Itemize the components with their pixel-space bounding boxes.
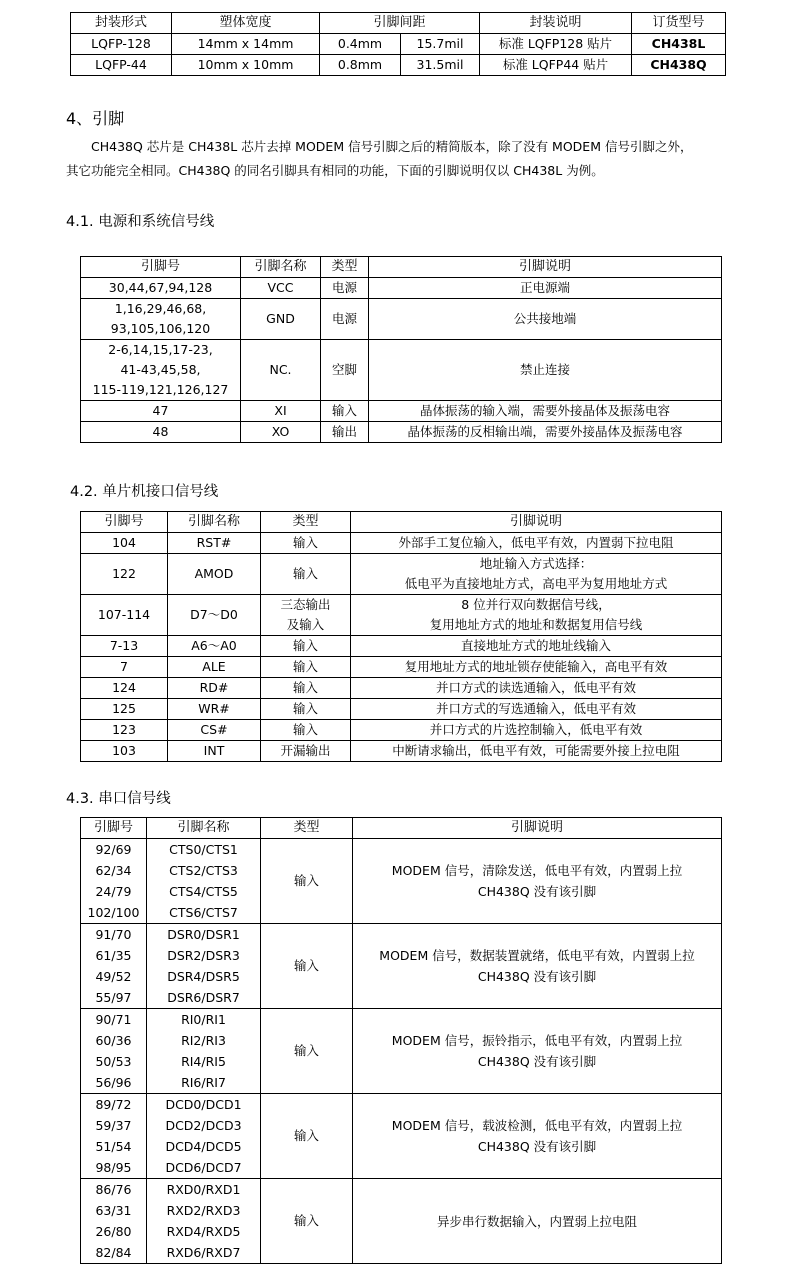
- type-cell: 输入: [261, 533, 351, 554]
- name-cell: RST#: [168, 533, 261, 554]
- desc-cell: [353, 1009, 722, 1094]
- table-row: [81, 636, 722, 657]
- pin-line: 60/36: [95, 1033, 132, 1048]
- table-row: [71, 34, 726, 55]
- name-line: RI6/RI7: [181, 1075, 226, 1090]
- header-cell: 引脚号: [81, 257, 241, 278]
- header-cell: 封装形式: [71, 13, 172, 34]
- name-cell: [147, 839, 261, 924]
- pin-line: 63/31: [95, 1203, 132, 1218]
- desc-cell: 并口方式的读选通输入，低电平有效: [351, 678, 722, 699]
- table-row: [81, 720, 722, 741]
- desc-line: 复用地址方式的地址和数据复用信号线: [429, 617, 643, 632]
- name-line: DCD4/DCD5: [165, 1139, 242, 1154]
- paragraph-line: CH438Q 芯片是 CH438L 芯片去掉 MODEM 信号引脚之后的精简版本，除了没有 MODEM 信号引脚之外，: [91, 139, 693, 154]
- name-cell: [147, 1009, 261, 1094]
- paragraph-line: 其它功能完全相同。CH438Q 的同名引脚具有相同的功能，下面的引脚说明仅以 CH438L 为例。: [66, 163, 604, 178]
- name-line: DCD2/DCD3: [165, 1118, 242, 1133]
- table-row: [81, 741, 722, 762]
- mcu-interface-table: [80, 511, 722, 762]
- pin-line: 24/79: [95, 884, 132, 899]
- pin-cell: 47: [81, 401, 241, 422]
- power-signal-table: [80, 256, 722, 443]
- type-cell: 输入: [261, 720, 351, 741]
- type-cell: 输入: [261, 924, 353, 1009]
- table-cell: 0.4mm: [320, 34, 401, 55]
- desc-cell: [353, 924, 722, 1009]
- desc-cell: 晶体振荡的输入端，需要外接晶体及振荡电容: [369, 401, 722, 422]
- desc-cell: 外部手工复位输入，低电平有效，内置弱下拉电阻: [351, 533, 722, 554]
- type-cell: 输入: [261, 636, 351, 657]
- section-4-title: 4、引脚: [66, 109, 125, 128]
- pin-line: 50/53: [95, 1054, 132, 1069]
- pin-line: 49/52: [95, 969, 132, 984]
- header-cell: 引脚名称: [168, 512, 261, 533]
- header-cell: 引脚间距: [320, 13, 480, 34]
- table-header-row: [81, 818, 722, 839]
- pin-line: 93,105,106,120: [110, 321, 211, 336]
- header-cell: 引脚名称: [241, 257, 321, 278]
- table-cell: 31.5mil: [401, 55, 480, 76]
- name-line: DSR2/DSR3: [167, 948, 240, 963]
- pin-cell: 48: [81, 422, 241, 443]
- name-line: RI0/RI1: [181, 1012, 226, 1027]
- name-cell: [147, 924, 261, 1009]
- name-cell: XO: [241, 422, 321, 443]
- table-row: [71, 55, 726, 76]
- pin-line: 91/70: [95, 927, 132, 942]
- type-cell: 输入: [321, 401, 369, 422]
- desc-line: 8 位并行双向数据信号线，: [461, 597, 611, 612]
- table-cell: CH438Q: [632, 55, 726, 76]
- pin-cell: 123: [81, 720, 168, 741]
- name-line: DSR0/DSR1: [167, 927, 240, 942]
- name-line: RXD6/RXD7: [166, 1245, 241, 1260]
- type-cell: 输入: [261, 699, 351, 720]
- table-cell: CH438L: [632, 34, 726, 55]
- table-row: [81, 533, 722, 554]
- pin-cell: [81, 299, 241, 340]
- type-cell: [261, 595, 351, 636]
- header-cell: 引脚说明: [369, 257, 722, 278]
- name-cell: RD#: [168, 678, 261, 699]
- name-line: CTS2/CTS3: [169, 863, 238, 878]
- section-4-1-title: 4.1. 电源和系统信号线: [66, 214, 215, 230]
- pin-line: 89/72: [95, 1097, 132, 1112]
- name-cell: [147, 1179, 261, 1264]
- desc-line: MODEM 信号，载波检测，低电平有效，内置弱上拉: [391, 1118, 683, 1133]
- table-row: [81, 595, 722, 636]
- type-cell: 输出: [321, 422, 369, 443]
- table-cell: LQFP-128: [71, 34, 172, 55]
- pin-cell: [81, 1094, 147, 1179]
- table-cell: 标准 LQFP128 贴片: [480, 34, 632, 55]
- name-cell: XI: [241, 401, 321, 422]
- pin-line: 26/80: [95, 1224, 132, 1239]
- type-cell: 输入: [261, 839, 353, 924]
- type-cell: 输入: [261, 554, 351, 595]
- desc-cell: 并口方式的写选通输入，低电平有效: [351, 699, 722, 720]
- table-row: [81, 299, 722, 340]
- header-cell: 引脚号: [81, 818, 147, 839]
- desc-cell: [351, 595, 722, 636]
- name-cell: CS#: [168, 720, 261, 741]
- table-row-group: [81, 1094, 722, 1179]
- desc-cell: [353, 1094, 722, 1179]
- desc-line: 地址输入方式选择：: [479, 556, 593, 571]
- name-line: RXD2/RXD3: [166, 1203, 241, 1218]
- desc-cell: [353, 839, 722, 924]
- table-row: [81, 278, 722, 299]
- desc-cell: 复用地址方式的地址锁存使能输入，高电平有效: [351, 657, 722, 678]
- name-line: DCD6/DCD7: [165, 1160, 242, 1175]
- header-cell: 塑体宽度: [172, 13, 320, 34]
- name-line: CTS6/CTS7: [169, 905, 238, 920]
- name-line: DSR6/DSR7: [167, 990, 240, 1005]
- header-cell: 类型: [261, 818, 353, 839]
- table-cell: 10mm x 10mm: [172, 55, 320, 76]
- desc-line: CH438Q 没有该引脚: [477, 969, 597, 984]
- desc-cell: 正电源端: [369, 278, 722, 299]
- pin-line: 56/96: [95, 1075, 132, 1090]
- pin-cell: [81, 1009, 147, 1094]
- table-cell: 14mm x 14mm: [172, 34, 320, 55]
- pin-cell: 122: [81, 554, 168, 595]
- pin-line: 62/34: [95, 863, 132, 878]
- desc-line: 异步串行数据输入，内置弱上拉电阻: [436, 1213, 637, 1229]
- header-cell: 类型: [321, 257, 369, 278]
- name-cell: INT: [168, 741, 261, 762]
- pin-cell: 104: [81, 533, 168, 554]
- name-line: RXD4/RXD5: [166, 1224, 241, 1239]
- desc-cell: 禁止连接: [369, 340, 722, 401]
- desc-cell: 并口方式的片选控制输入，低电平有效: [351, 720, 722, 741]
- pin-cell: 107-114: [81, 595, 168, 636]
- table-header-row: [71, 13, 726, 34]
- table-cell: 0.8mm: [320, 55, 401, 76]
- type-cell: 电源: [321, 299, 369, 340]
- pin-line: 1,16,29,46,68,: [114, 301, 207, 316]
- desc-line: CH438Q 没有该引脚: [477, 884, 597, 899]
- desc-line: MODEM 信号，振铃指示，低电平有效，内置弱上拉: [391, 1033, 683, 1048]
- type-cell: 输入: [261, 1009, 353, 1094]
- section-4-paragraph: [66, 135, 736, 183]
- header-cell: 引脚说明: [351, 512, 722, 533]
- table-row: [81, 657, 722, 678]
- header-cell: 类型: [261, 512, 351, 533]
- desc-line: CH438Q 没有该引脚: [477, 1139, 597, 1154]
- name-line: CTS4/CTS5: [169, 884, 238, 899]
- pin-cell: [81, 340, 241, 401]
- desc-line: 低电平为直接地址方式，高电平为复用地址方式: [404, 576, 668, 591]
- desc-cell: 直接地址方式的地址线输入: [351, 636, 722, 657]
- desc-cell: 公共接地端: [369, 299, 722, 340]
- name-cell: GND: [241, 299, 321, 340]
- type-line: 三态输出: [280, 597, 331, 612]
- pin-cell: [81, 839, 147, 924]
- pin-cell: [81, 1179, 147, 1264]
- pin-cell: 7: [81, 657, 168, 678]
- header-cell: 引脚号: [81, 512, 168, 533]
- pin-line: 92/69: [95, 842, 132, 857]
- pin-line: 86/76: [95, 1182, 132, 1197]
- table-header-row: [81, 512, 722, 533]
- table-cell: 标准 LQFP44 贴片: [480, 55, 632, 76]
- table-row: [81, 699, 722, 720]
- header-cell: 封装说明: [480, 13, 632, 34]
- pin-cell: 30,44,67,94,128: [81, 278, 241, 299]
- type-cell: 输入: [261, 1179, 353, 1264]
- section-4-3-title: 4.3. 串口信号线: [66, 791, 171, 807]
- pin-cell: 124: [81, 678, 168, 699]
- pin-line: 115-119,121,126,127: [92, 382, 229, 397]
- name-cell: NC.: [241, 340, 321, 401]
- name-line: RI4/RI5: [181, 1054, 226, 1069]
- name-cell: D7～D0: [168, 595, 261, 636]
- table-row-group: [81, 1179, 722, 1264]
- table-row: [81, 340, 722, 401]
- pin-cell: [81, 924, 147, 1009]
- type-cell: 电源: [321, 278, 369, 299]
- pin-line: 90/71: [95, 1012, 132, 1027]
- type-cell: 空脚: [321, 340, 369, 401]
- table-row: [81, 422, 722, 443]
- table-cell: LQFP-44: [71, 55, 172, 76]
- header-cell: 引脚名称: [147, 818, 261, 839]
- pin-line: 102/100: [87, 905, 140, 920]
- pin-line: 51/54: [95, 1139, 132, 1154]
- table-row-group: [81, 1009, 722, 1094]
- name-cell: A6～A0: [168, 636, 261, 657]
- table-header-row: [81, 257, 722, 278]
- table-row-group: [81, 839, 722, 924]
- desc-line: CH438Q 没有该引脚: [477, 1054, 597, 1069]
- name-line: DCD0/DCD1: [165, 1097, 242, 1112]
- type-cell: 输入: [261, 657, 351, 678]
- type-line: 及输入: [286, 617, 325, 632]
- type-cell: 开漏输出: [261, 741, 351, 762]
- name-cell: ALE: [168, 657, 261, 678]
- pin-line: 59/37: [95, 1118, 132, 1133]
- package-table: [70, 12, 726, 76]
- table-row: [81, 554, 722, 595]
- table-row: [81, 401, 722, 422]
- table-cell: 15.7mil: [401, 34, 480, 55]
- desc-line: MODEM 信号，清除发送，低电平有效，内置弱上拉: [391, 863, 683, 878]
- name-cell: [147, 1094, 261, 1179]
- pin-cell: 125: [81, 699, 168, 720]
- pin-line: 82/84: [95, 1245, 132, 1260]
- table-row-group: [81, 924, 722, 1009]
- pin-line: 2-6,14,15,17-23,: [108, 342, 213, 357]
- header-cell: 引脚说明: [353, 818, 722, 839]
- header-cell: 订货型号: [632, 13, 726, 34]
- serial-signal-table: [80, 817, 722, 1264]
- name-cell: AMOD: [168, 554, 261, 595]
- table-row: [81, 678, 722, 699]
- name-cell: VCC: [241, 278, 321, 299]
- desc-cell: 中断请求输出，低电平有效，可能需要外接上拉电阻: [351, 741, 722, 762]
- pin-cell: 7-13: [81, 636, 168, 657]
- pin-line: 61/35: [95, 948, 132, 963]
- name-line: RXD0/RXD1: [166, 1182, 241, 1197]
- section-4-2-title: 4.2. 单片机接口信号线: [70, 484, 219, 500]
- desc-cell: 晶体振荡的反相输出端，需要外接晶体及振荡电容: [369, 422, 722, 443]
- pin-cell: 103: [81, 741, 168, 762]
- desc-cell: [351, 554, 722, 595]
- name-line: DSR4/DSR5: [167, 969, 240, 984]
- name-line: RI2/RI3: [181, 1033, 226, 1048]
- desc-cell: [353, 1179, 722, 1264]
- name-cell: WR#: [168, 699, 261, 720]
- pin-line: 41-43,45,58,: [120, 362, 201, 377]
- desc-line: MODEM 信号，数据装置就绪，低电平有效，内置弱上拉: [379, 948, 695, 963]
- pin-line: 98/95: [95, 1160, 132, 1175]
- name-line: CTS0/CTS1: [169, 842, 238, 857]
- type-cell: 输入: [261, 678, 351, 699]
- type-cell: 输入: [261, 1094, 353, 1179]
- pin-line: 55/97: [95, 990, 132, 1005]
